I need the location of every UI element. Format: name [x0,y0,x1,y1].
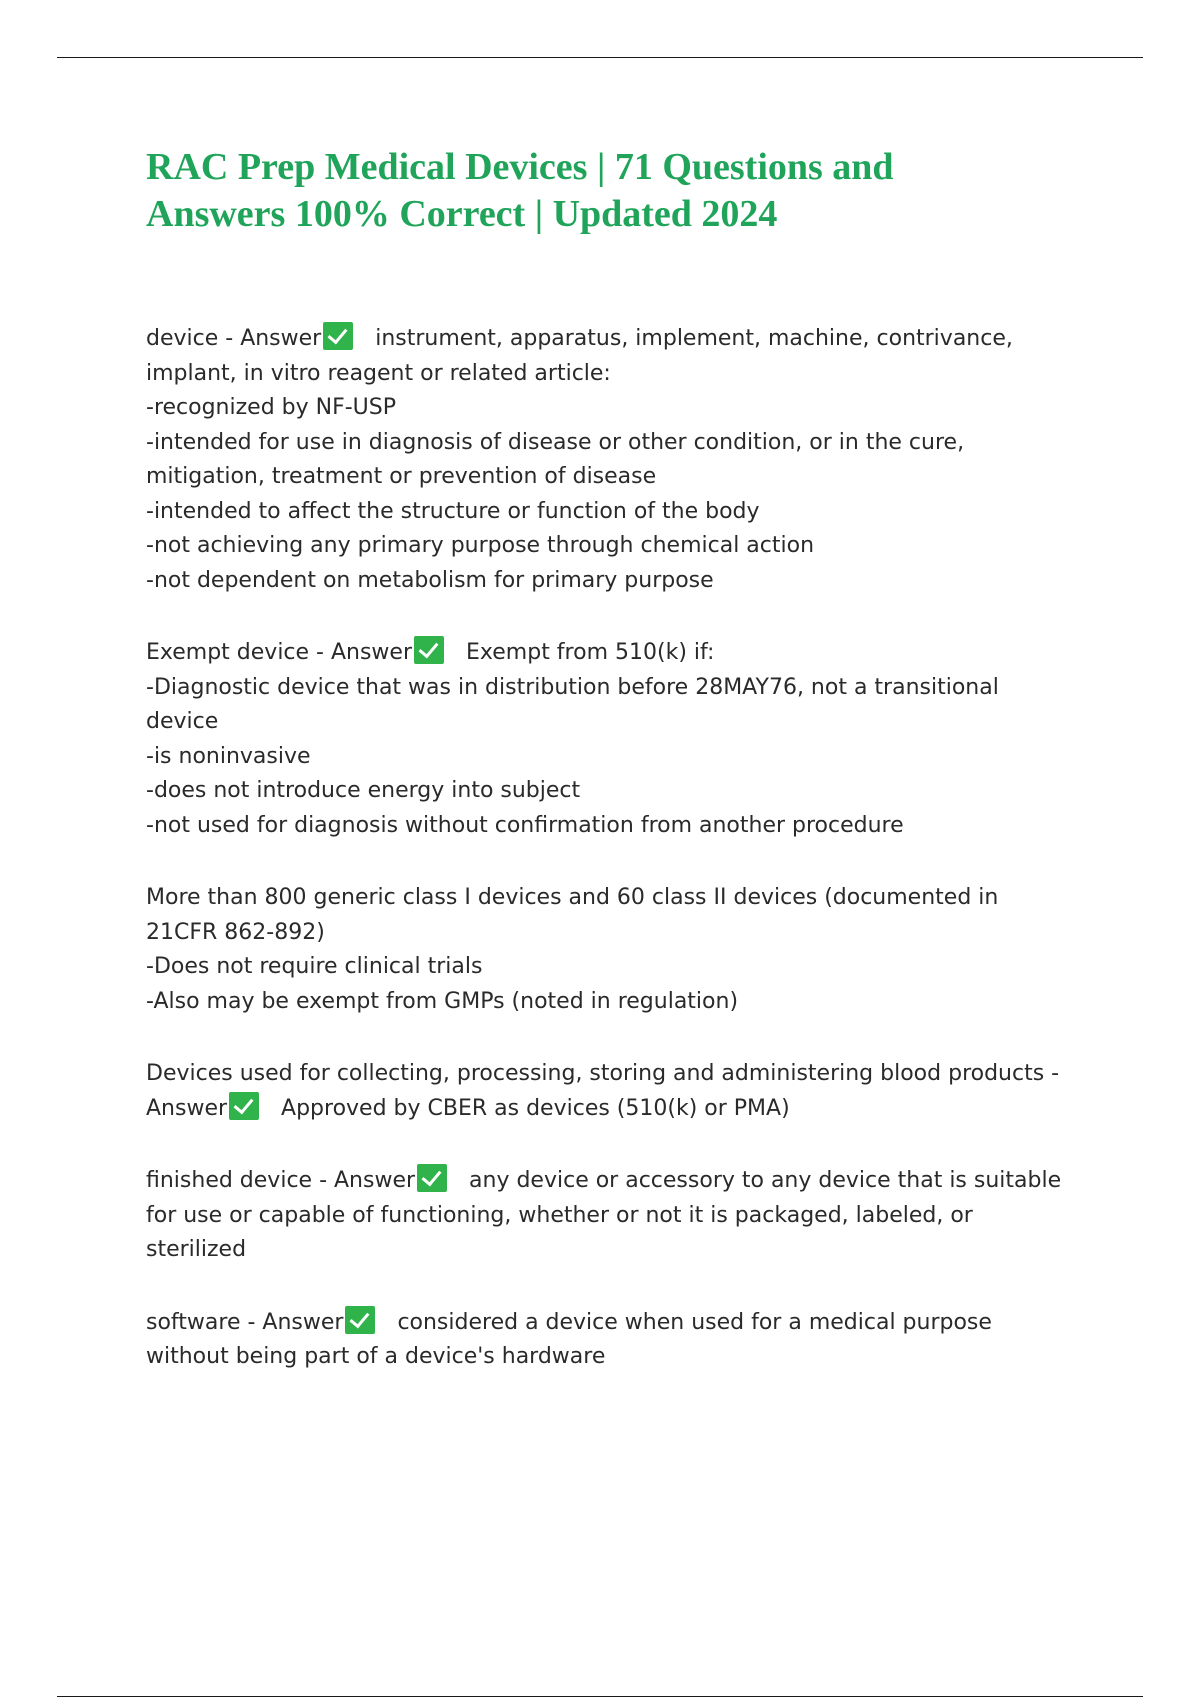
answer-line: implant, in vitro reagent or related article: [146,360,611,386]
answer-line: for use or capable of functioning, whether or not it is packaged, labeled, or [146,1202,973,1228]
qa-content [146,322,1106,1413]
answer-line: -recognized by NF-USP [146,395,397,420]
title-line-2: Answers 100% Correct | Updated 2024 [146,193,778,235]
term: Exempt device - Answer [146,640,413,665]
check-box-icon [417,1164,447,1192]
answer-line: -not used for diagnosis without confirmation from another procedure [146,812,904,838]
answer-text: any device or accessory to any device that is suitable [469,1168,1062,1193]
check-box-icon [414,636,444,664]
answer-line: -Diagnostic device that was in distribution before 28MAY76, not a transitional [146,674,999,700]
term: software - Answer [146,1309,344,1335]
answer-line: mitigation, treatment or prevention of disease [146,464,657,489]
document-title [146,144,1046,238]
answer-text: instrument, apparatus, implement, machine, contrivance, [375,326,1013,351]
qa-entry-finished-device [146,1164,1106,1268]
qa-entry-exempt-device [146,636,1106,843]
answer-line: 21CFR 862-892) [146,919,325,945]
answer-text: Exempt from 510(k) if: [466,640,715,665]
term: Devices used for collecting, processing, storing and administering blood products - [146,1061,1060,1086]
answer-line: -is noninvasive [146,743,311,769]
answer-text: Approved by CBER as devices (510(k) or PMA) [281,1095,790,1121]
answer-line: device [146,709,219,734]
check-box-icon [323,322,353,350]
qa-entry-blood-products [146,1057,1106,1126]
qa-entry-exempt-classes [146,881,1106,1019]
answer-line: -intended for use in diagnosis of disease or other condition, or in the cure, [146,429,965,455]
title-line-1: RAC Prep Medical Devices | 71 Questions and [146,146,894,188]
answer-line: sterilized [146,1237,247,1262]
answer-line: -not achieving any primary purpose through chemical action [146,533,815,558]
qa-entry-device [146,322,1106,598]
answer-line: -Also may be exempt from GMPs (noted in regulation) [146,988,739,1014]
answer-line: -not dependent on metabolism for primary purpose [146,567,714,593]
qa-entry-software [146,1306,1106,1375]
answer-line: -Does not require clinical trials [146,954,483,979]
check-box-icon [229,1092,259,1120]
answer-line: -intended to affect the structure or function of the body [146,498,760,524]
term: Answer [146,1095,228,1121]
answer-text: considered a device when used for a medical purpose [397,1309,992,1335]
bottom-rule [57,1696,1143,1697]
term: device - Answer [146,326,322,351]
check-box-icon [345,1306,375,1334]
answer-line: -does not introduce energy into subject [146,778,581,803]
top-rule [57,57,1143,58]
answer-line: without being part of a device's hardware [146,1344,606,1369]
answer-line: More than 800 generic class I devices and 60 class II devices (documented in [146,885,999,910]
term: finished device - Answer [146,1168,416,1193]
